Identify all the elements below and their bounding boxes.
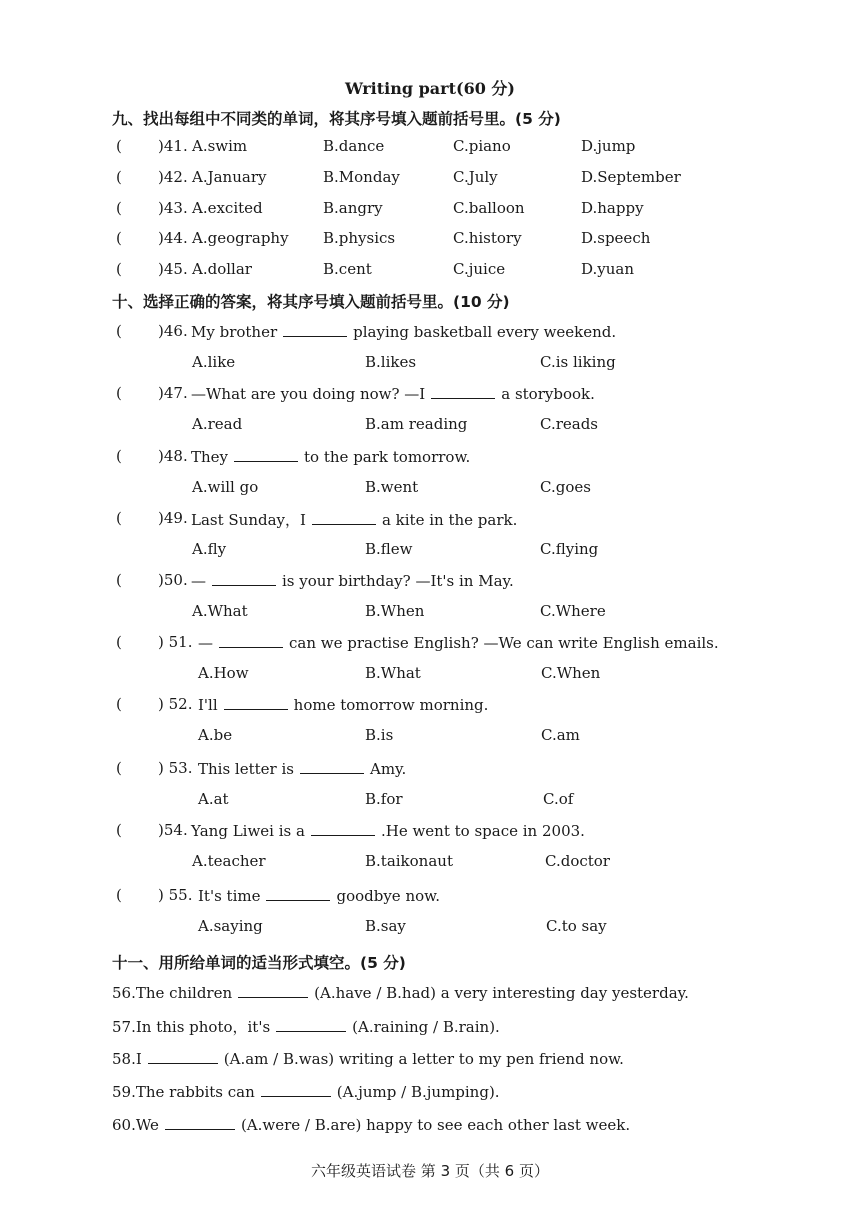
- options-row: [0, 726, 860, 748]
- stem-before-blank: Yang Liwei is a: [191, 822, 305, 840]
- fill-in-line: [112, 1082, 500, 1101]
- option-a: A.will go: [192, 478, 259, 496]
- options-row: [0, 540, 860, 562]
- option-a: A.geography: [192, 229, 289, 247]
- question-row: [0, 322, 860, 344]
- sentence-before-blank: 57.In this photo，it's: [112, 1018, 271, 1036]
- answer-blank[interactable]: [212, 571, 276, 586]
- question-number: )47.: [158, 384, 188, 402]
- question-stem: [191, 509, 517, 530]
- option-b: B.angry: [323, 199, 383, 217]
- option-d: D.jump: [581, 137, 636, 155]
- sentence-after-blank: (A.raining / B.rain).: [352, 1018, 500, 1036]
- answer-blank[interactable]: [238, 983, 308, 998]
- option-c: C.is liking: [540, 353, 616, 371]
- answer-bracket[interactable]: (: [116, 447, 122, 465]
- question-stem: [198, 633, 719, 652]
- answer-bracket[interactable]: (: [116, 821, 122, 839]
- fill-in-line: [112, 1016, 500, 1037]
- option-d: D.happy: [581, 199, 644, 217]
- option-b: B.likes: [365, 353, 417, 371]
- option-c: C.balloon: [453, 199, 525, 217]
- question-row: [0, 571, 860, 593]
- fill-in-line: [112, 1115, 630, 1134]
- stem-before-blank: —: [198, 634, 213, 652]
- options-row: [0, 602, 860, 624]
- option-a: A.excited: [192, 199, 263, 217]
- option-d: D.speech: [581, 229, 651, 247]
- question-row: [0, 229, 860, 251]
- page-footer: 六年级英语试卷 第 3 页（共 6 页）: [311, 1162, 549, 1180]
- question-stem: [191, 571, 514, 590]
- answer-bracket[interactable]: (: [116, 509, 122, 527]
- section-9-heading: 九、找出每组中不同类的单词，将其序号填入题前括号里。(5 分): [112, 110, 561, 128]
- question-number: ) 51.: [158, 633, 193, 651]
- option-c: C.to say: [546, 917, 607, 935]
- option-b: B.went: [365, 478, 419, 496]
- sentence-before-blank: 59.The rabbits can: [112, 1083, 255, 1101]
- stem-before-blank: It's time: [198, 887, 261, 905]
- question-number: )49.: [158, 509, 188, 527]
- section-10-heading: 十、选择正确的答案，将其序号填入题前括号里。(10 分): [112, 293, 510, 311]
- option-a: A.teacher: [192, 852, 266, 870]
- stem-after-blank: is your birthday? —It's in May.: [282, 572, 514, 590]
- answer-blank[interactable]: [234, 447, 298, 462]
- question-row: [0, 137, 860, 159]
- answer-blank[interactable]: [266, 886, 330, 901]
- question-stem: [198, 886, 440, 905]
- answer-blank[interactable]: [300, 759, 364, 774]
- question-stem: [191, 322, 616, 341]
- stem-after-blank: Amy.: [369, 760, 407, 778]
- question-number: )46.: [158, 322, 188, 340]
- option-c: C.Where: [540, 602, 606, 620]
- options-row: [0, 790, 860, 812]
- option-b: B.flew: [365, 540, 413, 558]
- sentence-after-blank: (A.am / B.was) writing a letter to my pen friend now.: [223, 1050, 624, 1068]
- option-b: B.taikonaut: [365, 852, 453, 870]
- option-b: B.Monday: [323, 168, 400, 186]
- question-number: )42.: [158, 168, 188, 186]
- answer-bracket[interactable]: (: [116, 384, 122, 402]
- question-row: [0, 384, 860, 406]
- answer-bracket[interactable]: (: [116, 759, 122, 777]
- option-a: A.like: [192, 353, 236, 371]
- question-number: )41.: [158, 137, 188, 155]
- answer-blank[interactable]: [165, 1115, 235, 1130]
- question-number: )54.: [158, 821, 188, 839]
- option-b: B.for: [365, 790, 403, 808]
- page-title: Writing part(60 分): [345, 79, 515, 98]
- section-11-heading: 十一、用所给单词的适当形式填空。(5 分): [112, 954, 406, 972]
- option-d: D.September: [581, 168, 681, 186]
- option-c: C.of: [543, 790, 574, 808]
- question-number: ) 55.: [158, 886, 193, 904]
- answer-bracket[interactable]: (: [116, 260, 122, 278]
- stem-before-blank: I'll: [198, 696, 218, 714]
- answer-blank[interactable]: [219, 633, 283, 648]
- question-number: ) 52.: [158, 695, 193, 713]
- option-a: A.be: [198, 726, 233, 744]
- stem-before-blank: —: [191, 572, 206, 590]
- stem-after-blank: a storybook.: [501, 385, 595, 403]
- stem-after-blank: home tomorrow morning.: [293, 696, 489, 714]
- stem-before-blank: —What are you doing now? —I: [191, 385, 426, 403]
- stem-before-blank: My brother: [191, 323, 278, 341]
- option-c: C.reads: [540, 415, 599, 433]
- question-stem: [191, 384, 595, 403]
- options-row: [0, 353, 860, 375]
- sentence-before-blank: 58.I: [112, 1050, 142, 1068]
- stem-after-blank: playing basketball every weekend.: [353, 323, 617, 341]
- question-row: [0, 260, 860, 282]
- option-b: B.dance: [323, 137, 385, 155]
- question-number: )50.: [158, 571, 188, 589]
- question-row: [0, 168, 860, 190]
- stem-after-blank: can we practise English? —We can write English emails.: [289, 634, 719, 652]
- question-row: [0, 509, 860, 531]
- option-a: A.dollar: [192, 260, 252, 278]
- option-a: A.swim: [192, 137, 248, 155]
- answer-blank[interactable]: [224, 695, 288, 710]
- option-a: A.January: [192, 168, 267, 186]
- option-c: C.history: [453, 229, 522, 247]
- question-row: [0, 759, 860, 781]
- fill-in-line: [112, 1049, 624, 1068]
- question-number: )45.: [158, 260, 188, 278]
- option-b: B.say: [365, 917, 406, 935]
- question-row: [0, 886, 860, 908]
- answer-bracket[interactable]: (: [116, 137, 122, 155]
- sentence-after-blank: (A.were / B.are) happy to see each other last week.: [240, 1116, 631, 1134]
- answer-bracket[interactable]: (: [116, 168, 122, 186]
- stem-before-blank: Last Sunday，I: [191, 511, 306, 529]
- question-number: )48.: [158, 447, 188, 465]
- option-a: A.How: [198, 664, 249, 682]
- answer-bracket[interactable]: (: [116, 571, 122, 589]
- answer-bracket[interactable]: (: [116, 322, 122, 340]
- option-d: D.yuan: [581, 260, 634, 278]
- question-stem: [198, 695, 488, 714]
- option-c: C.doctor: [545, 852, 610, 870]
- stem-after-blank: a kite in the park.: [381, 511, 518, 529]
- question-stem: [191, 447, 470, 466]
- sentence-after-blank: (A.jump / B.jumping).: [336, 1083, 500, 1101]
- option-c: C.am: [541, 726, 580, 744]
- question-number: )44.: [158, 229, 188, 247]
- answer-blank[interactable]: [276, 1017, 346, 1032]
- option-b: B.What: [365, 664, 421, 682]
- fill-in-line: [112, 983, 689, 1002]
- sentence-after-blank: (A.have / B.had) a very interesting day yesterday.: [314, 984, 689, 1002]
- options-row: [0, 478, 860, 500]
- answer-blank[interactable]: [431, 384, 495, 399]
- sentence-before-blank: 56.The children: [112, 984, 233, 1002]
- options-row: [0, 664, 860, 686]
- question-row: [0, 447, 860, 469]
- answer-bracket[interactable]: (: [116, 229, 122, 247]
- stem-after-blank: goodbye now.: [336, 887, 440, 905]
- option-c: C.flying: [540, 540, 599, 558]
- option-c: C.July: [453, 168, 498, 186]
- options-row: [0, 917, 860, 939]
- option-b: B.am reading: [365, 415, 468, 433]
- question-row: [0, 821, 860, 843]
- options-row: [0, 415, 860, 437]
- question-stem: [191, 821, 585, 840]
- answer-bracket[interactable]: (: [116, 886, 122, 904]
- option-b: B.When: [365, 602, 425, 620]
- question-stem: [198, 759, 406, 778]
- answer-blank[interactable]: [283, 322, 347, 337]
- answer-blank[interactable]: [261, 1082, 331, 1097]
- answer-blank[interactable]: [148, 1049, 218, 1064]
- question-number: )43.: [158, 199, 188, 217]
- option-b: B.physics: [323, 229, 396, 247]
- stem-before-blank: This letter is: [198, 760, 294, 778]
- answer-blank[interactable]: [312, 510, 376, 525]
- options-row: [0, 852, 860, 874]
- answer-bracket[interactable]: (: [116, 633, 122, 651]
- option-a: A.at: [198, 790, 229, 808]
- question-row: [0, 695, 860, 717]
- stem-before-blank: They: [191, 448, 229, 466]
- option-c: C.When: [541, 664, 601, 682]
- option-c: C.piano: [453, 137, 511, 155]
- option-c: C.goes: [540, 478, 591, 496]
- question-row: [0, 633, 860, 655]
- option-a: A.saying: [198, 917, 263, 935]
- option-b: B.cent: [323, 260, 372, 278]
- sentence-before-blank: 60.We: [112, 1116, 159, 1134]
- option-a: A.fly: [192, 540, 227, 558]
- answer-bracket[interactable]: (: [116, 695, 122, 713]
- answer-blank[interactable]: [311, 821, 375, 836]
- option-a: A.read: [192, 415, 243, 433]
- stem-after-blank: to the park tomorrow.: [304, 448, 471, 466]
- option-a: A.What: [192, 602, 248, 620]
- question-number: ) 53.: [158, 759, 193, 777]
- option-b: B.is: [365, 726, 394, 744]
- option-c: C.juice: [453, 260, 506, 278]
- stem-after-blank: .He went to space in 2003.: [380, 822, 585, 840]
- question-row: [0, 199, 860, 221]
- answer-bracket[interactable]: (: [116, 199, 122, 217]
